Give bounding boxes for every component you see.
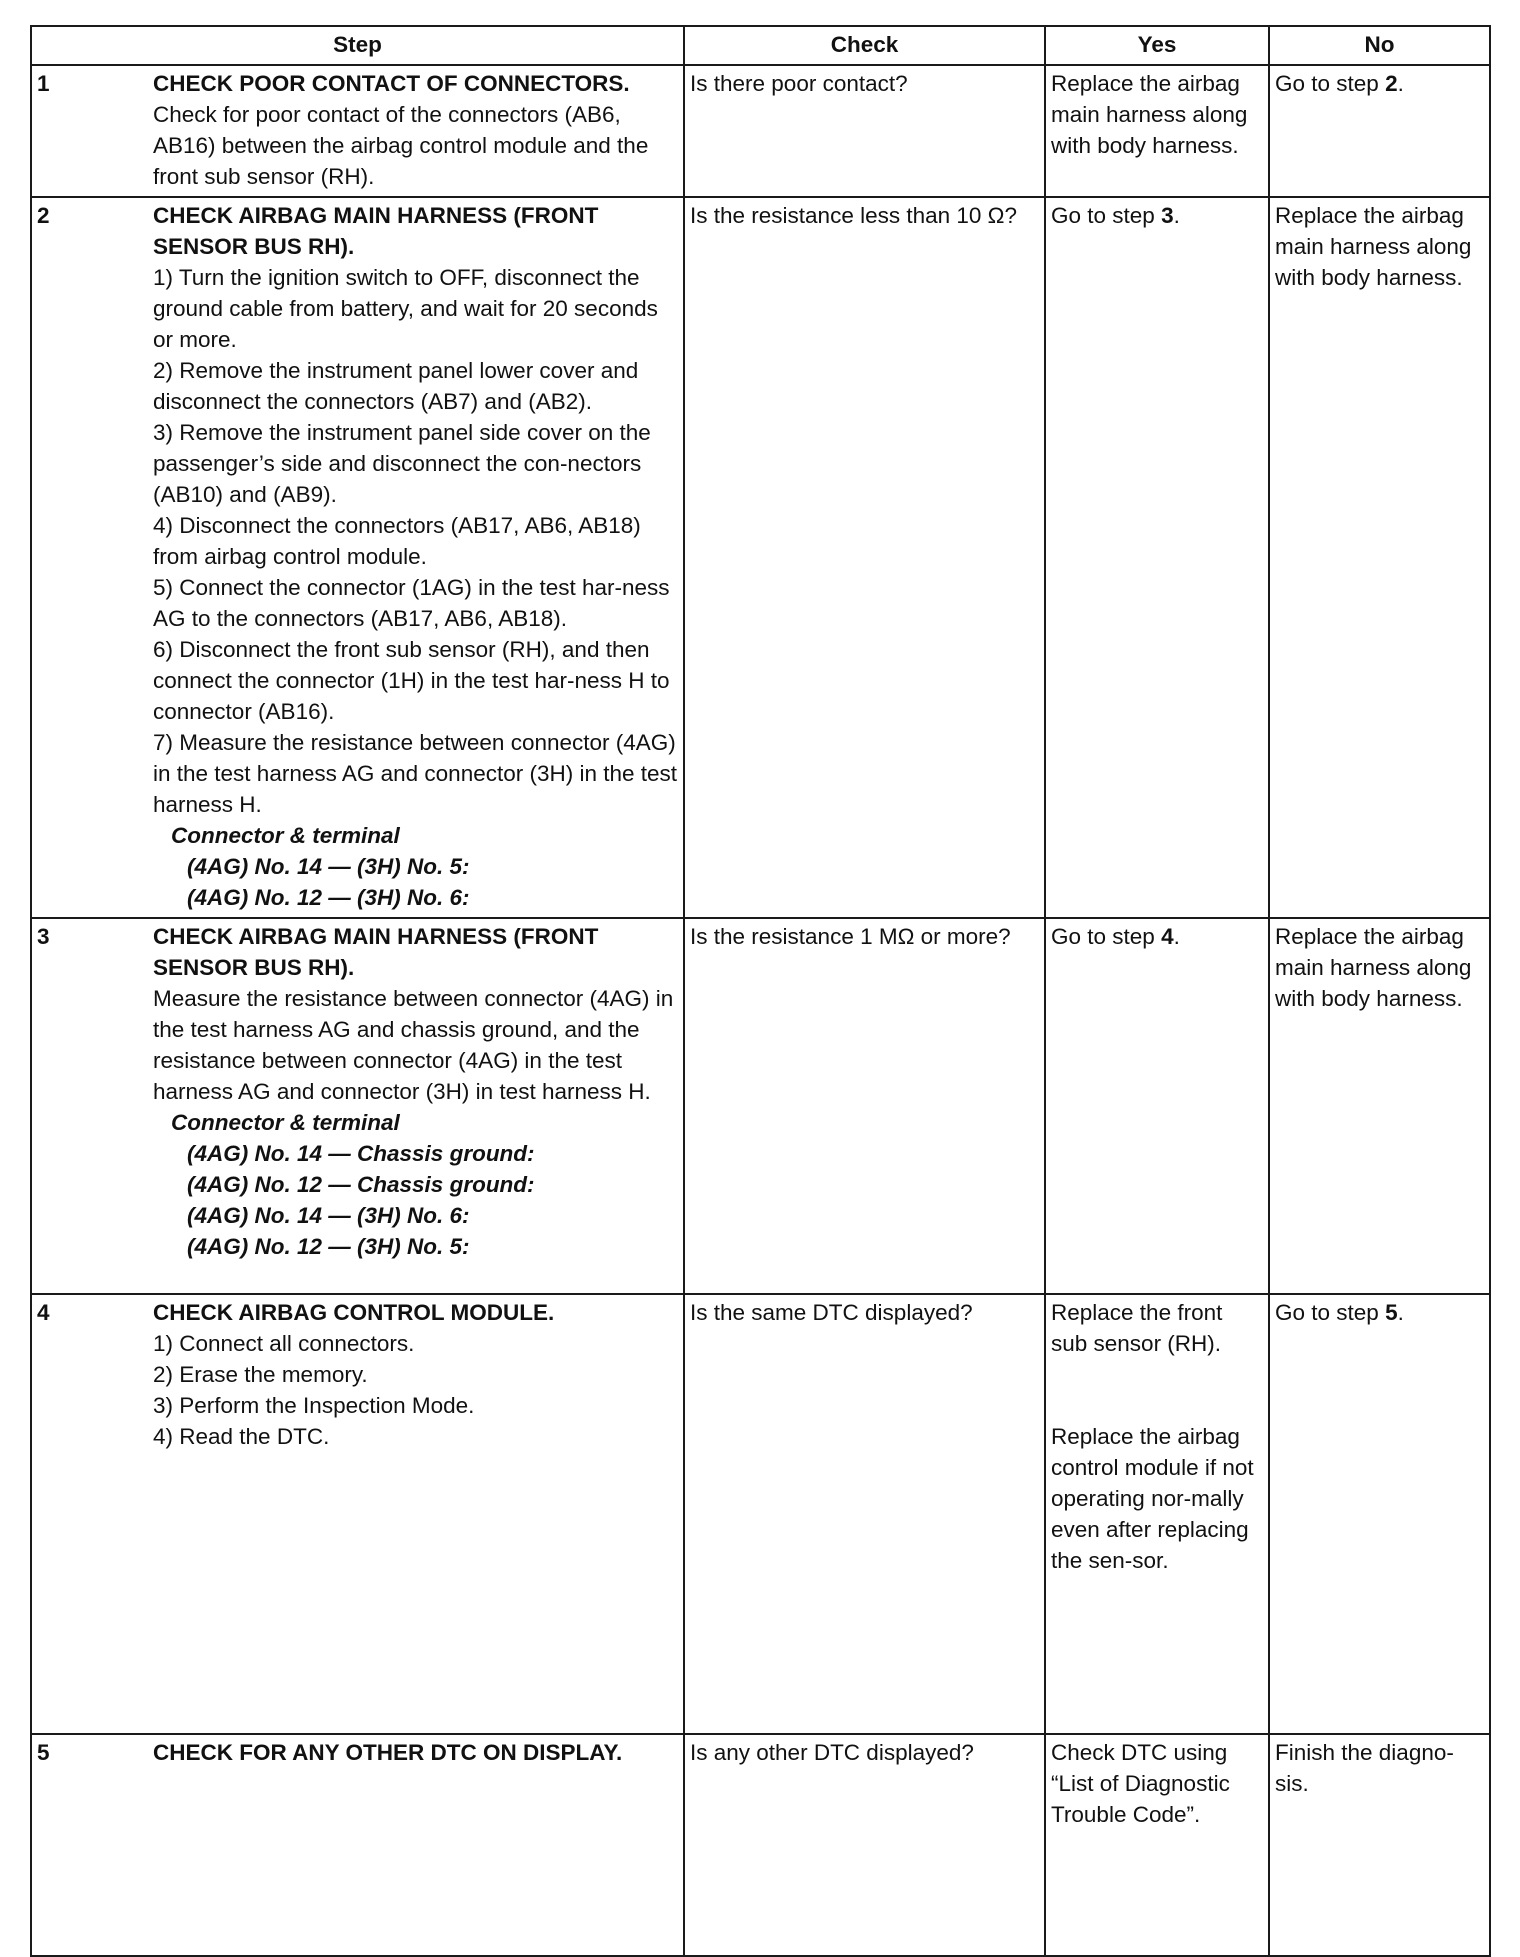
check-cell: Is the same DTC displayed?: [684, 1294, 1045, 1734]
connector-terminal-item: (4AG) No. 14 — Chassis ground:: [187, 1141, 535, 1166]
yes-step-ref: 3: [1161, 203, 1174, 228]
step-title: CHECK POOR CONTACT OF CONNECTORS.: [153, 71, 630, 96]
header-row: [31, 26, 1490, 65]
yes-step-ref: 4: [1161, 924, 1174, 949]
step-title: CHECK AIRBAG MAIN HARNESS (FRONT SENSOR BUS RH).: [153, 203, 599, 259]
table-row: [31, 65, 1490, 197]
connector-terminal-item: (4AG) No. 14 — (3H) No. 6:: [187, 1203, 470, 1228]
step-number: 3: [37, 924, 50, 949]
no-prefix: Go to step: [1275, 71, 1386, 96]
no-cell: [1269, 65, 1490, 197]
table-row: [31, 1734, 1490, 1956]
yes-suffix: .: [1173, 924, 1180, 949]
step-instruction: 5) Connect the connector (1AG) in the test har-ness AG to the connectors (AB17, AB6, AB18).: [153, 575, 670, 631]
step-number: 1: [37, 71, 50, 96]
yes-text-secondary: Replace the airbag control module if not operating nor-mally even after replacing the sen-sor.: [1051, 1424, 1254, 1573]
check-cell: Is there poor contact?: [684, 65, 1045, 197]
no-suffix: .: [1397, 1300, 1404, 1325]
check-cell: Is the resistance less than 10 Ω?: [684, 197, 1045, 918]
step-number: 5: [37, 1740, 50, 1765]
step-instruction: 4) Read the DTC.: [153, 1424, 330, 1449]
header-no: No: [1269, 26, 1490, 65]
table-row: [31, 1294, 1490, 1734]
table-row: [31, 918, 1490, 1294]
step-cell: [31, 918, 684, 1294]
connector-terminal-item: (4AG) No. 12 — (3H) No. 5:: [187, 1234, 470, 1259]
step-instruction: 3) Remove the instrument panel side cover on the passenger’s side and disconnect the con-nectors (AB10) and (AB9).: [153, 420, 651, 507]
no-cell: [1269, 1294, 1490, 1734]
connector-terminal-item: (4AG) No. 12 — (3H) No. 6:: [187, 885, 470, 910]
step-instruction: 6) Disconnect the front sub sensor (RH), and then connect the connector (1H) in the test har-ness H to connector (AB16).: [153, 637, 670, 724]
yes-cell: [1045, 918, 1269, 1294]
no-cell: Replace the airbag main harness along with body harness.: [1269, 918, 1490, 1294]
step-title: CHECK AIRBAG MAIN HARNESS (FRONT SENSOR BUS RH).: [153, 924, 599, 980]
connector-terminal-item: (4AG) No. 12 — Chassis ground:: [187, 1172, 535, 1197]
yes-prefix: Go to step: [1051, 924, 1162, 949]
no-prefix: Go to step: [1275, 1300, 1386, 1325]
step-number: 4: [37, 1300, 50, 1325]
step-body: Measure the resistance between connector (4AG) in the test harness AG and chassis ground, and the resistance between connector (4AG) in the test harness AG and connector (3H) in test harness H.: [153, 986, 674, 1104]
step-body: Check for poor contact of the connectors (AB6, AB16) between the airbag control module and the front sub sensor (RH).: [153, 102, 649, 189]
step-instruction: 4) Disconnect the connectors (AB17, AB6, AB18) from airbag control module.: [153, 513, 641, 569]
connector-terminal-item: (4AG) No. 14 — (3H) No. 5:: [187, 854, 470, 879]
table-row: [31, 197, 1490, 918]
yes-cell: [1045, 1294, 1269, 1734]
no-step-ref: 5: [1385, 1300, 1398, 1325]
connector-terminal-title: Connector & terminal: [171, 1110, 400, 1135]
step-instruction: 7) Measure the resistance between connector (4AG) in the test harness AG and connector (3H) in the test harness H.: [153, 730, 678, 817]
yes-suffix: .: [1173, 203, 1180, 228]
step-cell: [31, 197, 684, 918]
yes-prefix: Go to step: [1051, 203, 1162, 228]
no-step-ref: 2: [1385, 71, 1398, 96]
step-instruction: 1) Turn the ignition switch to OFF, disconnect the ground cable from battery, and wait for 20 seconds or more.: [153, 265, 658, 352]
no-cell: Replace the airbag main harness along with body harness.: [1269, 197, 1490, 918]
step-number: 2: [37, 203, 50, 228]
step-cell: [31, 1294, 684, 1734]
yes-cell: [1045, 197, 1269, 918]
check-cell: Is any other DTC displayed?: [684, 1734, 1045, 1956]
step-instruction: 2) Erase the memory.: [153, 1362, 368, 1387]
header-yes: Yes: [1045, 26, 1269, 65]
step-cell: [31, 65, 684, 197]
header-step: Step: [31, 26, 684, 65]
header-check: Check: [684, 26, 1045, 65]
step-instruction: 1) Connect all connectors.: [153, 1331, 415, 1356]
step-cell: [31, 1734, 684, 1956]
check-cell: Is the resistance 1 MΩ or more?: [684, 918, 1045, 1294]
step-title: CHECK AIRBAG CONTROL MODULE.: [153, 1300, 555, 1325]
step-title: CHECK FOR ANY OTHER DTC ON DISPLAY.: [153, 1740, 623, 1765]
step-instruction: 2) Remove the instrument panel lower cover and disconnect the connectors (AB7) and (AB2).: [153, 358, 639, 414]
yes-text-primary: Replace the front sub sensor (RH).: [1051, 1300, 1223, 1356]
yes-cell: Replace the airbag main harness along with body harness.: [1045, 65, 1269, 197]
diagnostic-table: [30, 25, 1491, 1957]
no-cell: Finish the diagno-sis.: [1269, 1734, 1490, 1956]
yes-cell: Check DTC using “List of Diagnostic Trouble Code”.: [1045, 1734, 1269, 1956]
step-instruction: 3) Perform the Inspection Mode.: [153, 1393, 475, 1418]
connector-terminal-title: Connector & terminal: [171, 823, 400, 848]
no-suffix: .: [1397, 71, 1404, 96]
